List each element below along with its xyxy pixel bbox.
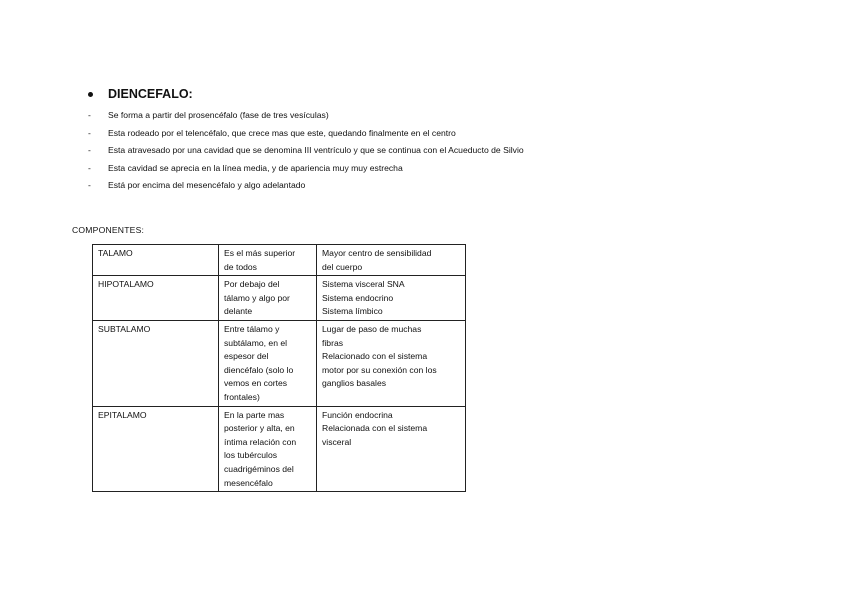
component-position-cell xyxy=(219,406,317,492)
bullet-dot-icon xyxy=(88,92,93,97)
position-line: vemos en cortes xyxy=(224,378,288,389)
list-item-text: Está por encima del mesencéfalo y algo adelantado xyxy=(108,180,306,190)
list-item-text: Esta rodeado por el telencéfalo, que crece mas que este, quedando finalmente en el centro xyxy=(108,127,456,138)
list-item xyxy=(88,109,524,127)
position-line: Es el más superior xyxy=(224,248,296,258)
bullet-list xyxy=(88,109,524,197)
position-line: diencéfalo (solo lo xyxy=(224,364,294,375)
component-name: TALAMO xyxy=(98,248,133,258)
table-row xyxy=(93,276,466,321)
position-line: posterior y alta, en xyxy=(224,423,295,434)
function-line: Sistema endocrino xyxy=(322,292,394,303)
function-line: fibras xyxy=(322,337,344,348)
function-line: motor por su conexión con los xyxy=(322,364,437,375)
component-function-cell xyxy=(317,276,466,321)
heading-text: DIENCEFALO: xyxy=(108,87,193,101)
position-line: cuadrigéminos del xyxy=(224,463,294,474)
function-line: Sistema límbico xyxy=(322,306,383,317)
component-position-cell xyxy=(219,320,317,406)
component-name-cell xyxy=(93,245,219,276)
component-position-cell xyxy=(219,245,317,276)
section-heading xyxy=(88,87,193,101)
position-line: Entre tálamo y xyxy=(224,323,280,334)
list-item xyxy=(88,144,524,162)
function-line: Sistema visceral SNA xyxy=(322,279,405,290)
position-line: Por debajo del xyxy=(224,279,280,290)
component-name: SUBTALAMO xyxy=(98,323,151,334)
component-name-cell xyxy=(93,276,219,321)
component-function-cell xyxy=(317,406,466,492)
dash-marker: - xyxy=(88,127,91,138)
components-table xyxy=(92,244,466,492)
function-line: Relacionada con el sistema xyxy=(322,423,428,434)
function-line: ganglios basales xyxy=(322,378,387,389)
position-line: de todos xyxy=(224,261,257,272)
position-line: frontales) xyxy=(224,391,260,402)
function-line: Función endocrina xyxy=(322,409,393,420)
position-line: tálamo y algo por xyxy=(224,292,290,303)
function-line: del cuerpo xyxy=(322,261,363,272)
component-position-cell xyxy=(219,276,317,321)
position-line: íntima relación con xyxy=(224,436,297,447)
component-name: HIPOTALAMO xyxy=(98,279,154,290)
dash-marker: - xyxy=(88,110,91,120)
function-line: Mayor centro de sensibilidad xyxy=(322,248,432,258)
table-row xyxy=(93,245,466,276)
dash-marker: - xyxy=(88,180,91,190)
list-item xyxy=(88,127,524,145)
position-line: los tubérculos xyxy=(224,450,278,461)
table-row xyxy=(93,406,466,492)
component-function-cell xyxy=(317,245,466,276)
component-function-cell xyxy=(317,320,466,406)
component-name: EPITALAMO xyxy=(98,409,147,420)
list-item xyxy=(88,179,524,197)
position-line: En la parte mas xyxy=(224,409,285,420)
list-item-text: Esta atravesado por una cavidad que se denomina III ventrículo y que se continua con el Acueducto de Silvio xyxy=(108,145,524,155)
position-line: delante xyxy=(224,306,253,317)
function-line: Relacionado con el sistema xyxy=(322,351,428,362)
list-item xyxy=(88,162,524,180)
position-line: espesor del xyxy=(224,351,269,362)
list-item-text: Esta cavidad se aprecia en la línea media, y de apariencia muy muy estrecha xyxy=(108,162,403,173)
position-line: mesencéfalo xyxy=(224,477,273,488)
dash-marker: - xyxy=(88,145,91,155)
components-label: COMPONENTES: xyxy=(72,225,145,235)
function-line: Lugar de paso de muchas xyxy=(322,323,422,334)
list-item-text: Se forma a partir del prosencéfalo (fase de tres vesículas) xyxy=(108,110,329,120)
table-row xyxy=(93,320,466,406)
dash-marker: - xyxy=(88,162,91,173)
component-name-cell xyxy=(93,320,219,406)
component-name-cell xyxy=(93,406,219,492)
function-line: visceral xyxy=(322,436,352,447)
position-line: subtálamo, en el xyxy=(224,337,288,348)
